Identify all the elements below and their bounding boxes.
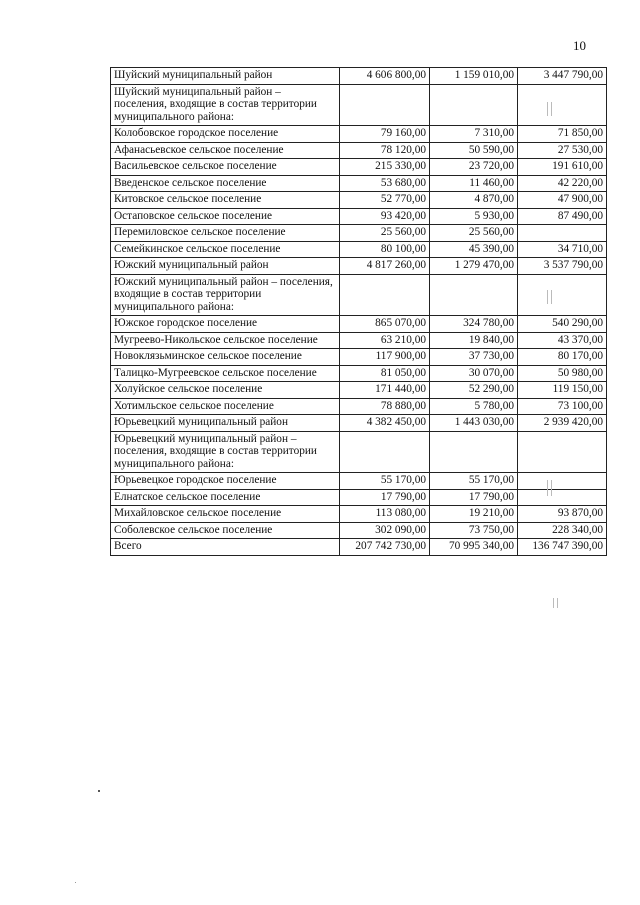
row-value-2: 1 159 010,00	[430, 68, 518, 85]
row-value-3: 34 710,00	[518, 241, 607, 258]
row-value-2: 55 170,00	[430, 473, 518, 490]
row-value-total: 4 817 260,00	[340, 258, 430, 275]
row-value-total: 865 070,00	[340, 316, 430, 333]
row-value-total: 207 742 730,00	[340, 539, 430, 556]
table-row	[111, 142, 607, 159]
row-value-total: 53 680,00	[340, 175, 430, 192]
row-value-total: 117 900,00	[340, 349, 430, 366]
row-value-3: 3 537 790,00	[518, 258, 607, 275]
row-value-2: 1 279 470,00	[430, 258, 518, 275]
row-name-cell: Введенское сельское поселение	[111, 175, 340, 192]
row-value-2: 37 730,00	[430, 349, 518, 366]
row-value-2: 324 780,00	[430, 316, 518, 333]
row-value-3: 42 220,00	[518, 175, 607, 192]
table-row	[111, 522, 607, 539]
row-value-total: 81 050,00	[340, 365, 430, 382]
budget-table-body	[111, 68, 607, 556]
table-row	[111, 159, 607, 176]
table-row	[111, 68, 607, 85]
row-value-3: 540 290,00	[518, 316, 607, 333]
table-row	[111, 274, 607, 316]
row-value-total: 17 790,00	[340, 489, 430, 506]
scan-mark	[551, 480, 552, 496]
scan-mark	[547, 290, 548, 304]
row-value-total: 171 440,00	[340, 382, 430, 399]
row-value-total: 78 120,00	[340, 142, 430, 159]
row-value-3	[518, 274, 607, 316]
row-name-cell: Талицко-Мугреевское сельское поселение	[111, 365, 340, 382]
row-value-2: 25 560,00	[430, 225, 518, 242]
row-value-2: 17 790,00	[430, 489, 518, 506]
row-value-3: 50 980,00	[518, 365, 607, 382]
row-value-2: 52 290,00	[430, 382, 518, 399]
row-value-3: 136 747 390,00	[518, 539, 607, 556]
table-row	[111, 126, 607, 143]
table-row	[111, 539, 607, 556]
row-value-3	[518, 431, 607, 473]
row-value-2: 4 870,00	[430, 192, 518, 209]
row-name-cell: Шуйский муниципальный район	[111, 68, 340, 85]
row-name-cell: Михайловское сельское поселение	[111, 506, 340, 523]
row-value-3: 47 900,00	[518, 192, 607, 209]
row-name-cell: Юрьевецкий муниципальный район – поселения, входящие в состав территории муниципального района:	[111, 431, 340, 473]
row-name-cell: Мугреево-Никольское сельское поселение	[111, 332, 340, 349]
scan-mark	[551, 102, 552, 116]
row-value-3: 87 490,00	[518, 208, 607, 225]
row-name-cell: Колобовское городское поселение	[111, 126, 340, 143]
row-value-3: 228 340,00	[518, 522, 607, 539]
row-value-total: 55 170,00	[340, 473, 430, 490]
row-value-3	[518, 489, 607, 506]
row-value-3: 191 610,00	[518, 159, 607, 176]
table-row	[111, 365, 607, 382]
table-row	[111, 398, 607, 415]
row-value-3	[518, 225, 607, 242]
row-value-2: 19 210,00	[430, 506, 518, 523]
row-value-2	[430, 431, 518, 473]
row-value-2: 5 780,00	[430, 398, 518, 415]
table-row	[111, 431, 607, 473]
row-value-total: 302 090,00	[340, 522, 430, 539]
table-row	[111, 258, 607, 275]
row-value-total: 25 560,00	[340, 225, 430, 242]
row-value-total: 63 210,00	[340, 332, 430, 349]
row-value-2: 1 443 030,00	[430, 415, 518, 432]
scan-dot	[98, 790, 100, 792]
table-row	[111, 192, 607, 209]
row-name-cell: Елнатское сельское поселение	[111, 489, 340, 506]
row-name-cell: Хотимльское сельское поселение	[111, 398, 340, 415]
row-value-total	[340, 84, 430, 126]
row-value-3: 119 150,00	[518, 382, 607, 399]
scan-mark	[547, 480, 548, 496]
row-value-total: 80 100,00	[340, 241, 430, 258]
row-value-total: 79 160,00	[340, 126, 430, 143]
row-value-2: 73 750,00	[430, 522, 518, 539]
page-number: 10	[573, 38, 586, 53]
row-value-2: 11 460,00	[430, 175, 518, 192]
table-row	[111, 241, 607, 258]
row-value-2	[430, 84, 518, 126]
row-name-cell: Юрьевецкое городское поселение	[111, 473, 340, 490]
row-name-cell: Васильевское сельское поселение	[111, 159, 340, 176]
row-value-2	[430, 274, 518, 316]
row-value-total	[340, 431, 430, 473]
row-value-3: 71 850,00	[518, 126, 607, 143]
row-name-cell: Новоклязьминское сельское поселение	[111, 349, 340, 366]
row-name-cell: Перемиловское сельское поселение	[111, 225, 340, 242]
row-value-2: 70 995 340,00	[430, 539, 518, 556]
scan-mark	[551, 290, 552, 304]
table-row	[111, 208, 607, 225]
table-row	[111, 84, 607, 126]
table-row	[111, 489, 607, 506]
row-value-3: 3 447 790,00	[518, 68, 607, 85]
row-name-cell: Остаповское сельское поселение	[111, 208, 340, 225]
table-row	[111, 415, 607, 432]
table-row	[111, 316, 607, 333]
row-value-3: 2 939 420,00	[518, 415, 607, 432]
row-name-cell: Южский муниципальный район – поселения, входящие в состав территории муниципального района:	[111, 274, 340, 316]
row-value-total: 113 080,00	[340, 506, 430, 523]
row-value-3: 27 530,00	[518, 142, 607, 159]
row-name-cell: Афанасьевское сельское поселение	[111, 142, 340, 159]
row-name-cell: Шуйский муниципальный район – поселения, входящие в состав территории муниципального района:	[111, 84, 340, 126]
scan-dot	[75, 882, 76, 883]
row-value-3	[518, 473, 607, 490]
row-value-3: 80 170,00	[518, 349, 607, 366]
row-value-2: 7 310,00	[430, 126, 518, 143]
row-value-total: 78 880,00	[340, 398, 430, 415]
row-value-total: 52 770,00	[340, 192, 430, 209]
row-value-total: 215 330,00	[340, 159, 430, 176]
row-value-total: 93 420,00	[340, 208, 430, 225]
row-value-2: 5 930,00	[430, 208, 518, 225]
scan-mark	[547, 102, 548, 116]
row-name-cell: Южский муниципальный район	[111, 258, 340, 275]
row-name-cell: Соболевское сельское поселение	[111, 522, 340, 539]
table-row	[111, 175, 607, 192]
row-value-3: 43 370,00	[518, 332, 607, 349]
row-value-2: 30 070,00	[430, 365, 518, 382]
table-row	[111, 473, 607, 490]
row-value-total: 4 606 800,00	[340, 68, 430, 85]
row-value-2: 19 840,00	[430, 332, 518, 349]
row-value-3: 73 100,00	[518, 398, 607, 415]
row-name-cell: Китовское сельское поселение	[111, 192, 340, 209]
table-row	[111, 382, 607, 399]
table-row	[111, 225, 607, 242]
row-value-2: 23 720,00	[430, 159, 518, 176]
row-value-3: 93 870,00	[518, 506, 607, 523]
budget-table	[110, 67, 607, 556]
row-name-cell: Юрьевецкий муниципальный район	[111, 415, 340, 432]
scan-mark	[557, 598, 558, 608]
table-row	[111, 506, 607, 523]
scan-mark	[553, 598, 554, 608]
row-value-2: 50 590,00	[430, 142, 518, 159]
table-row	[111, 332, 607, 349]
row-name-cell: Холуйское сельское поселение	[111, 382, 340, 399]
row-name-cell: Всего	[111, 539, 340, 556]
row-value-2: 45 390,00	[430, 241, 518, 258]
row-value-3	[518, 84, 607, 126]
row-value-total: 4 382 450,00	[340, 415, 430, 432]
row-value-total	[340, 274, 430, 316]
table-row	[111, 349, 607, 366]
row-name-cell: Семейкинское сельское поселение	[111, 241, 340, 258]
row-name-cell: Южское городское поселение	[111, 316, 340, 333]
